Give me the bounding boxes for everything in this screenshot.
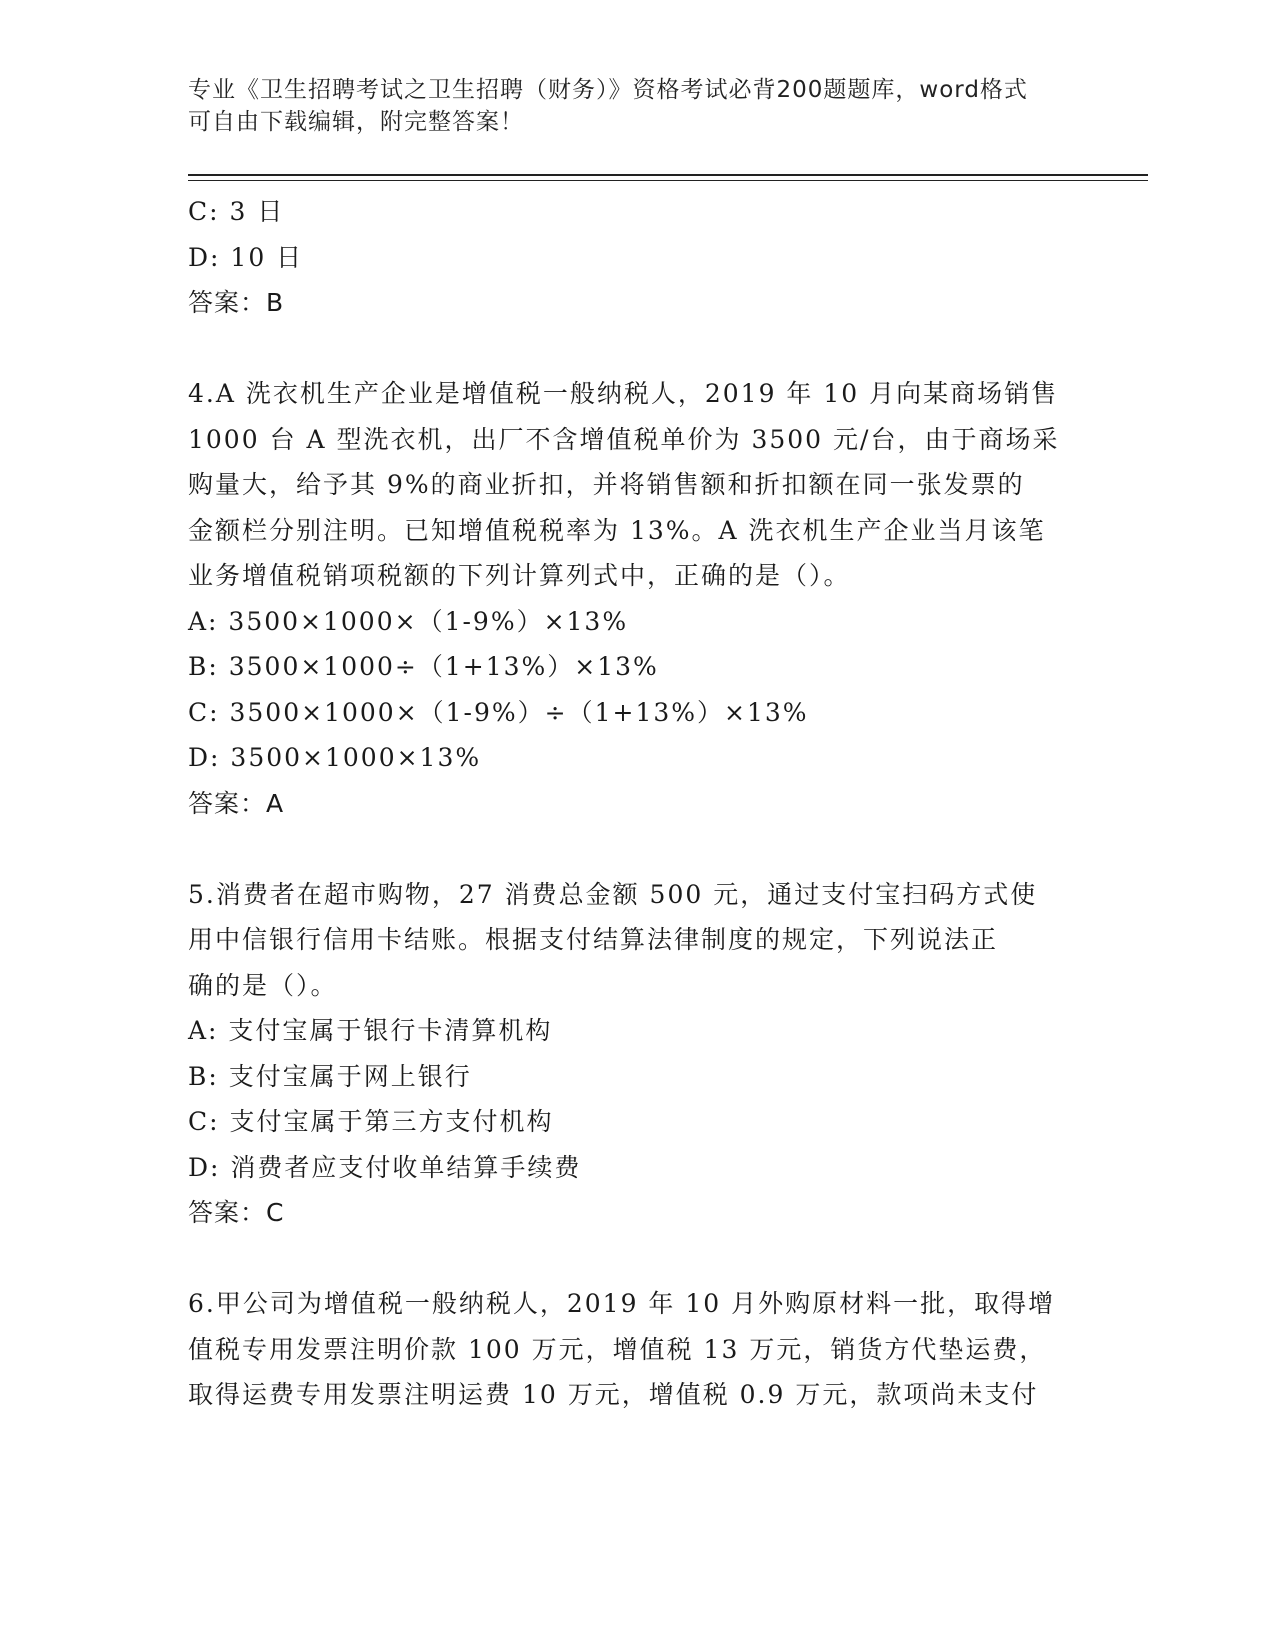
- q5-option-c: C: 支付宝属于第三方支付机构: [188, 1107, 554, 1136]
- q4-option-b: B: 3500×1000÷（1+13%）×13%: [188, 652, 659, 681]
- q4-option-c: C: 3500×1000×（1-9%）÷（1+13%）×13%: [188, 697, 809, 727]
- q5-stem-line: 5.消费者在超市购物，27 消费总金额 500 元，通过支付宝扫码方式使: [188, 879, 1038, 909]
- q3-option-d: D: 10 日: [188, 242, 304, 272]
- q5-stem-line: 确的是（）。: [188, 970, 338, 1000]
- q6-stem-line: 6.甲公司为增值税一般纳税人，2019 年 10 月外购原材料一批，取得增: [188, 1289, 1056, 1318]
- header-line-1: 专业《卫生招聘考试之卫生招聘（财务）》资格考试必背200题题库，word格式: [188, 77, 1028, 103]
- header-divider-thick: [188, 174, 1148, 176]
- q5-option-d: D: 消费者应支付收单结算手续费: [188, 1152, 582, 1182]
- q6-stem-line: 取得运费专用发票注明运费 10 万元，增值税 0.9 万元，款项尚未支付: [188, 1380, 1039, 1409]
- q3-answer: 答案：B: [188, 288, 285, 317]
- q6-stem-line: 值税专用发票注明价款 100 万元，增值税 13 万元，销货方代垫运费，: [188, 1334, 1047, 1364]
- question-6: [188, 1281, 1088, 1418]
- q5-stem-line: 用中信银行信用卡结账。根据支付结算法律制度的规定，下列说法正: [188, 925, 999, 954]
- spacer: [188, 826, 1088, 872]
- q4-stem-line: 4.A 洗衣机生产企业是增值税一般纳税人，2019 年 10 月向某商场销售: [188, 379, 1059, 408]
- q3-option-c: C: 3 日: [188, 197, 285, 226]
- q4-answer: 答案：A: [188, 788, 285, 818]
- header-divider-thin: [188, 180, 1148, 181]
- q4-stem-line: 业务增值税销项税额的下列计算列式中，正确的是（）。: [188, 561, 851, 590]
- question-5: [188, 872, 1088, 1236]
- q4-option-d: D: 3500×1000×13%: [188, 743, 482, 772]
- header-line-2: 可自由下载编辑，附完整答案！: [188, 109, 524, 135]
- spacer: [188, 1236, 1088, 1282]
- q5-option-a: A: 支付宝属于银行卡清算机构: [188, 1016, 553, 1045]
- spacer: [188, 326, 1088, 372]
- q5-option-b: B: 支付宝属于网上银行: [188, 1061, 472, 1091]
- q4-stem-line: 购量大，给予其 9%的商业折扣，并将销售额和折扣额在同一张发票的: [188, 470, 1025, 499]
- q4-option-a: A: 3500×1000×（1-9%）×13%: [188, 606, 629, 636]
- q4-stem-line: 1000 台 A 型洗衣机，出厂不含增值税单价为 3500 元/台，由于商场采: [188, 424, 1060, 454]
- q4-stem-line: 金额栏分别注明。已知增值税税率为 13%。A 洗衣机生产企业当月该笔: [188, 515, 1046, 545]
- question-3-tail: [188, 189, 1088, 326]
- document-body: [188, 189, 1088, 1418]
- question-4: [188, 371, 1088, 826]
- document-header: [188, 74, 1088, 138]
- q5-answer: 答案：C: [188, 1198, 285, 1227]
